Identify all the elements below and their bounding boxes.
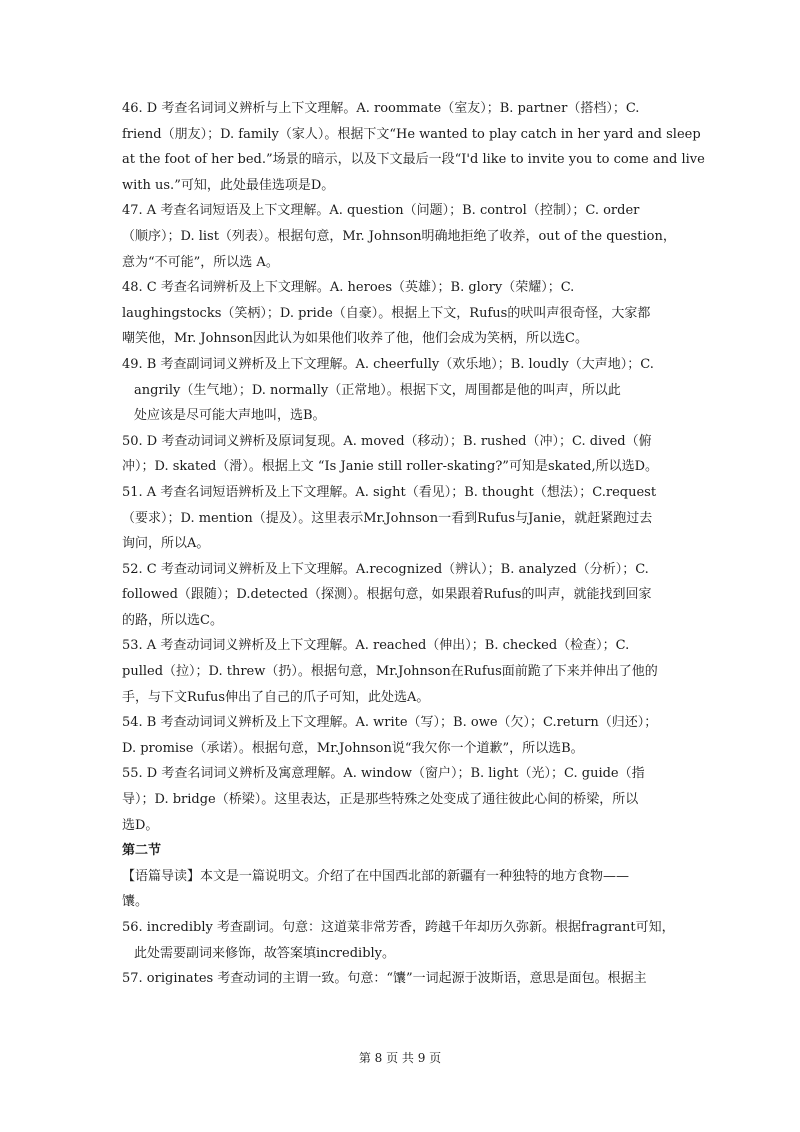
text-line: 【语篇导读】本文是一篇说明文。介绍了在中国西北部的新疆有一种独特的地方食物—— <box>122 868 630 884</box>
text-line: 53. A 考查动词词义辨析及上下文理解。A. reached（伸出）；B. checked（检查）；C. <box>122 638 630 654</box>
text-line: 52. C 考查动词词义辨析及上下文理解。A.recognized（辨认）；B. analyzed（分析）；C. <box>122 561 649 577</box>
text-line: 选D。 <box>122 817 159 833</box>
text-line: 55. D 考查名词词义辨析及寓意理解。A. window（窗户）；B. light（光）；C. guide（指 <box>122 766 645 782</box>
text-line: （顺序）；D. list（列表）。根据句意，Mr. Johnson明确地拒绝了收养，out of the question， <box>122 228 676 244</box>
explanation-paragraph <box>122 864 682 915</box>
explanation-paragraph <box>122 633 682 710</box>
explanation-paragraph <box>122 966 682 992</box>
text-line: laughingstocks（笑柄）；D. pride（自豪）。根据上下文，Rufus的吠叫声很奇怪，大家都 <box>122 305 651 321</box>
text-line: 46. D 考查名词词义辨析与上下文理解。A. roommate（室友）；B. partner（搭档）；C. <box>122 101 640 116</box>
text-line: 54. B 考查动词词义辨析及上下文理解。A. write（写）；B. owe（欠）；C.return（归还）； <box>122 715 658 731</box>
text-line: with us.”可知，此处最佳选项是D。 <box>122 177 335 193</box>
explanation-paragraph <box>122 915 682 966</box>
explanation-paragraph <box>122 352 682 429</box>
text-line: 第二节 <box>122 843 162 859</box>
text-line: 处应该是尽可能大声地叫，选B。 <box>134 408 326 424</box>
text-line: 导）；D. bridge（桥梁）。这里表达，正是那些特殊之处变成了通往彼此心间的桥梁，所以 <box>122 792 639 808</box>
text-line: 47. A 考查名词短语及上下文理解。A. question（问题）；B. control（控制）；C. order <box>122 203 640 219</box>
text-line: at the foot of her bed.”场景的暗示，以及下文最后一段“I'd like to invite you to come and live <box>122 152 705 168</box>
text-line: 48. C 考查名词辨析及上下文理解。A. heroes（英雄）；B. glory（荣耀）；C. <box>122 280 575 296</box>
text-line: 询问，所以A。 <box>122 536 210 552</box>
text-line: friend（朋友）；D. family（家人）。根据下文“He wanted to play catch in her yard and sleep <box>122 126 701 142</box>
text-line: D. promise（承诺）。根据句意，Mr.Johnson说“我欠你一个道歉”，所以选B。 <box>122 740 584 756</box>
text-line: （要求）；D. mention（提及）。这里表示Mr.Johnson一看到Rufus与Janie，就赶紧跑过去 <box>122 510 653 526</box>
text-line: pulled（拉）；D. threw（扔）。根据句意，Mr.Johnson在Rufus面前跪了下来并伸出了他的 <box>122 664 658 680</box>
text-line: 49. B 考查副词词义辨析及上下文理解。A. cheerfully（欢乐地）；B. loudly（大声地）；C. <box>122 356 654 372</box>
text-line: 手，与下文Rufus伸出了自己的爪子可知，此处选A。 <box>122 689 430 705</box>
page-footer: 第 8 页 共 9 页 <box>358 1051 442 1065</box>
text-line: 冲）；D. skated（滑）。根据上文 “Is Janie still roller-skating?”可知是skated,所以选D。 <box>122 459 659 475</box>
section-heading <box>122 838 682 864</box>
explanation-paragraph <box>122 710 682 761</box>
text-line: 嘲笑他，Mr. Johnson因此认为如果他们收养了他，他们会成为笑柄，所以选C。 <box>122 331 588 347</box>
text-line: 的路，所以选C。 <box>122 612 223 628</box>
text-line: 56. incredibly 考查副词。句意：这道菜非常芳香，跨越千年却历久弥新。根据fragrant可知， <box>122 920 675 935</box>
explanation-paragraph <box>122 96 705 198</box>
text-line: 此处需要副词来修饰，故答案填incredibly。 <box>134 945 396 961</box>
text-line: 馕。 <box>122 894 149 910</box>
explanation-paragraph <box>122 429 682 480</box>
text-line: 57. originates 考查动词的主谓一致。句意：“馕”一词起源于波斯语，意思是面包。根据主 <box>122 971 647 987</box>
explanation-paragraph <box>122 480 682 557</box>
text-line: followed（跟随）；D.detected（探测）。根据句意，如果跟着Rufus的叫声，就能找到回家 <box>122 587 652 603</box>
explanation-paragraph <box>122 557 682 634</box>
explanation-paragraph <box>122 275 682 352</box>
explanation-paragraph <box>122 198 682 275</box>
answer-explanations <box>122 96 705 992</box>
explanation-paragraph <box>122 761 682 838</box>
text-line: angrily（生气地）；D. normally（正常地）。根据下文，周围都是他的叫声，所以此 <box>134 382 621 398</box>
text-line: 50. D 考查动词词义辨析及原词复现。A. moved（移动）；B. rushed（冲）；C. dived（俯 <box>122 433 652 449</box>
text-line: 51. A 考查名词短语辨析及上下文理解。A. sight（看见）；B. thought（想法）；C.request <box>122 484 657 500</box>
text-line: 意为“不可能”，所以选 A。 <box>122 254 279 270</box>
